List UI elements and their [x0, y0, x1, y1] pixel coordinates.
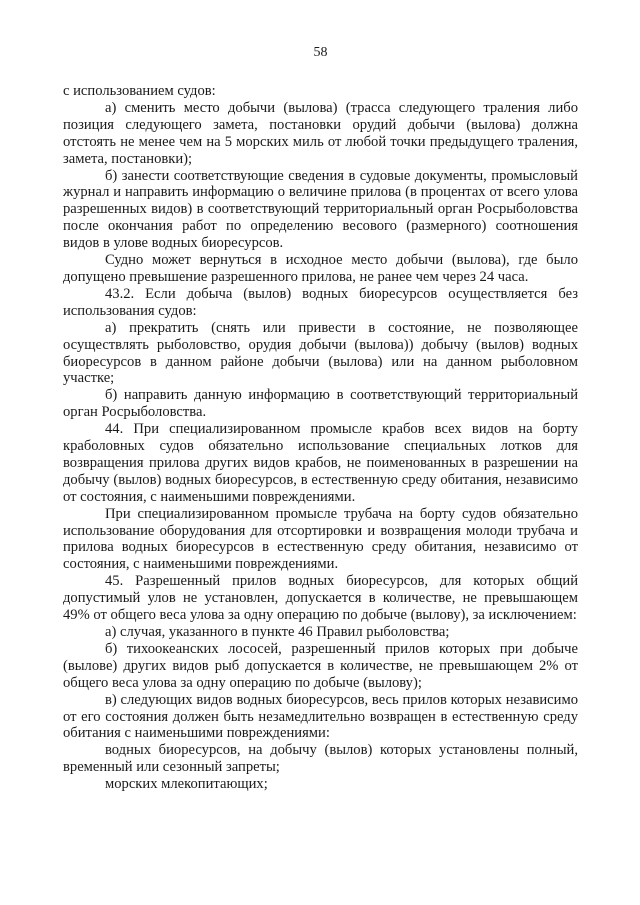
paragraph: с использованием судов: — [63, 83, 216, 99]
paragraph: а) случая, указанного в пункте 46 Правил рыболовства; — [105, 624, 450, 640]
paragraph: в) следующих видов водных биоресурсов, весь прилов которых независимо от его состояния должен быть незамедлительно возвращен в естественную среду обитания с наименьшими повреждениями: — [63, 691, 578, 742]
paragraph: 43.2. Если добыча (вылов) водных биоресурсов осуществляется без использования судов: — [63, 285, 578, 319]
paragraph: а) прекратить (снять или привести в состояние, не позволяющее осуществлять рыболовство, орудия добычи (вылова)) добычу (вылов) водных биоресурсов в данном районе добычи (вылова) или на данном рыболовном участке; — [63, 319, 578, 387]
document-body — [63, 83, 578, 793]
paragraph: а) сменить место добычи (вылова) (трасса следующего траления либо позиция следующего замета, постановки орудий добычи (вылова) должна отстоять не менее чем на 5 морских миль от любой точки предыдущего траления, замета, постановки); — [63, 99, 578, 167]
paragraph: 44. При специализированном промысле крабов всех видов на борту краболовных судов обязательно использование специальных лотков для возвращения прилова других видов крабов, не поименованных в разрешении на добычу (вылов) водных биоресурсов, в естественную среду обитания, независимо от состояния, с наименьшими повреждениями. — [63, 421, 578, 505]
paragraph: При специализированном промысле трубача на борту судов обязательно использование оборудования для отсортировки и возвращения молоди трубача и прилова водных биоресурсов в естественную среду обитания, независимо от состояния, с наименьшими повреждениями. — [63, 505, 578, 573]
paragraph: 45. Разрешенный прилов водных биоресурсов, для которых общий допустимый улов не установлен, допускается в количестве, не превышающем 49% от общего веса улова за одну операцию по добыче (вылову), за исключением: — [63, 573, 578, 624]
paragraph: морских млекопитающих; — [105, 776, 268, 793]
page-number: 58 — [313, 45, 328, 60]
paragraph: Судно может вернуться в исходное место добычи (вылова), где было допущено превышение разрешенного прилова, не ранее чем через 24 часа. — [63, 252, 578, 285]
paragraph: б) тихоокеанских лососей, разрешенный прилов которых при добыче (вылове) других видов рыб допускается в количестве, не превышающем 2% от общего веса улова за одну операцию по добыче (вылову); — [63, 640, 578, 691]
paragraph: водных биоресурсов, на добычу (вылов) которых установлены полный, временный или сезонный запреты; — [63, 742, 578, 776]
paragraph: б) направить данную информацию в соответствующий территориальный орган Росрыболовства. — [63, 387, 578, 421]
paragraph: б) занести соответствующие сведения в судовые документы, промысловый журнал и направить информацию о величине прилова (в процентах от всего улова разрешенных видов) в соответствующий территориальный орган Росрыболовства после окончания работ по определению весового (размерного) соотношения видов в улове водных биоресурсов. — [63, 167, 578, 252]
